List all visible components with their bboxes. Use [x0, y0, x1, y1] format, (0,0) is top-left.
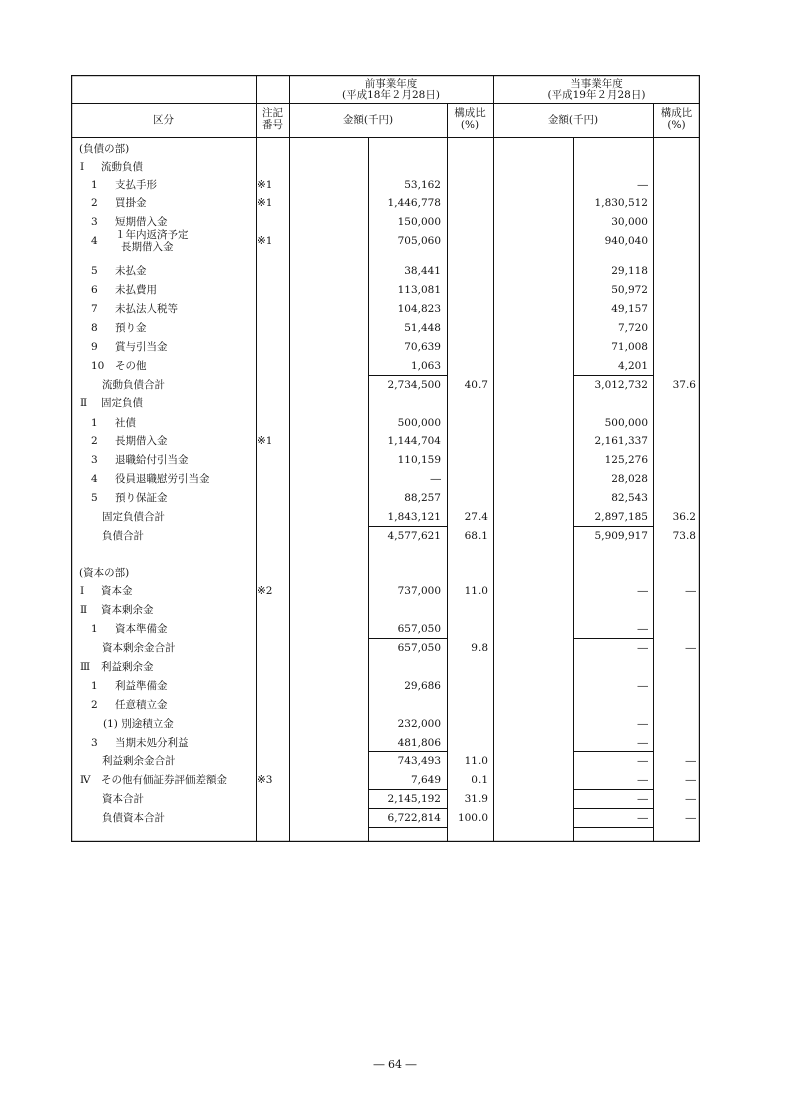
row-label: 預り保証金 — [115, 492, 168, 504]
row-number: 4 — [91, 473, 98, 485]
curr-amount: 125,276 — [604, 454, 648, 466]
curr-ratio: ― — [685, 585, 696, 597]
prev-period-date: (平成18年２月28日) — [342, 89, 440, 101]
prev-ratio: 40.7 — [464, 379, 488, 391]
prev-ratio: 27.4 — [464, 511, 488, 523]
prev-amount: 657,050 — [397, 623, 441, 635]
row-label: 短期借入金 — [115, 216, 168, 228]
curr-amount: ― — [637, 774, 648, 786]
curr-amount: 30,000 — [611, 216, 648, 228]
row-number: 1 — [91, 623, 98, 635]
row-number: Ⅳ — [80, 774, 91, 786]
row-number: 3 — [91, 454, 98, 466]
prev-amount: 104,823 — [397, 303, 441, 315]
curr-amount: 50,972 — [611, 284, 648, 296]
row-number: 2 — [91, 197, 98, 209]
curr-amount: ― — [637, 755, 648, 767]
col-note-header-1: 注記 — [262, 107, 283, 119]
prev-amount: 481,806 — [397, 737, 441, 749]
prev-amount: 51,448 — [404, 322, 441, 334]
row-label: 任意積立金 — [115, 699, 168, 711]
prev-period-title: 前事業年度 — [364, 78, 418, 90]
row-number: Ⅱ — [80, 397, 88, 409]
curr-amount: ― — [637, 585, 648, 597]
curr-amount: ― — [637, 179, 648, 191]
row-note: ※1 — [257, 435, 273, 447]
row-number: 4 — [91, 235, 98, 247]
curr-amount: 7,720 — [617, 322, 648, 334]
prev-amount: 2,734,500 — [387, 379, 441, 391]
row-note: ※2 — [257, 585, 273, 597]
row-label: 負債合計 — [102, 530, 144, 542]
row-number: Ⅰ — [80, 585, 85, 597]
row-label: 資本合計 — [102, 793, 144, 805]
row-label: 流動負債 — [101, 161, 143, 173]
prev-amount: 1,063 — [410, 360, 441, 372]
prev-amount: 113,081 — [397, 284, 441, 296]
prev-amount: 7,649 — [410, 774, 441, 786]
row-label: (資本の部) — [79, 567, 130, 579]
row-number: 6 — [91, 284, 98, 296]
prev-amount: 150,000 — [397, 216, 441, 228]
curr-amount: ― — [637, 812, 648, 824]
curr-amount: ― — [637, 718, 648, 730]
row-number: 2 — [91, 699, 98, 711]
row-label: 長期借入金 — [115, 435, 168, 447]
curr-amount: 29,118 — [611, 265, 648, 277]
row-number: 9 — [91, 341, 98, 353]
prev-ratio: 9.8 — [471, 642, 488, 654]
col-category-header: 区分 — [153, 114, 174, 126]
curr-amount: ― — [637, 623, 648, 635]
row-label: その他 — [115, 360, 147, 372]
row-number: 7 — [91, 303, 98, 315]
curr-amount: 5,909,917 — [594, 530, 648, 542]
prev-amount: 110,159 — [397, 454, 441, 466]
row-number: 5 — [91, 265, 98, 277]
prev-amount: 1,446,778 — [387, 197, 441, 209]
curr-ratio: 36.2 — [672, 511, 696, 523]
row-label: 利益準備金 — [115, 680, 168, 692]
balance-sheet-table — [71, 75, 700, 842]
row-number: 3 — [91, 216, 98, 228]
prev-amount: 38,441 — [404, 265, 441, 277]
col-ratio-curr-header-1: 構成比 — [660, 107, 693, 119]
row-label: 未払法人税等 — [115, 303, 178, 315]
row-label-line2: 長期借入金 — [121, 241, 174, 253]
col-note-header-2: 番号 — [262, 119, 283, 131]
row-label: １年内返済予定 — [115, 229, 189, 241]
row-number: 1 — [91, 417, 98, 429]
prev-ratio: 0.1 — [471, 774, 488, 786]
curr-amount: 500,000 — [604, 417, 648, 429]
col-ratio-curr-header-2: (%) — [667, 119, 686, 131]
col-ratio-prev-header-1: 構成比 — [454, 107, 486, 119]
prev-ratio: 100.0 — [457, 812, 488, 824]
prev-ratio: 31.9 — [464, 793, 488, 805]
row-label: 当期未処分利益 — [115, 737, 189, 749]
row-label: 資本剰余金合計 — [102, 642, 176, 654]
prev-amount: 705,060 — [397, 235, 441, 247]
curr-amount: 82,543 — [611, 492, 648, 504]
row-label: 固定負債 — [101, 397, 143, 409]
curr-amount: ― — [637, 793, 648, 805]
prev-ratio: 11.0 — [464, 755, 488, 767]
row-number: 8 — [91, 322, 98, 334]
prev-amount: 737,000 — [397, 585, 441, 597]
row-label: (負債の部) — [79, 143, 130, 155]
row-label: 資本剰余金 — [101, 604, 154, 616]
curr-amount: 4,201 — [617, 360, 648, 372]
row-number: 2 — [91, 435, 98, 447]
curr-amount: ― — [637, 642, 648, 654]
curr-amount: 3,012,732 — [594, 379, 648, 391]
row-number: Ⅲ — [80, 661, 91, 673]
prev-amount: 29,686 — [404, 680, 441, 692]
row-label: その他有価証券評価差額金 — [101, 774, 227, 786]
col-amount-curr-header: 金額(千円) — [547, 114, 599, 126]
curr-amount: 2,897,185 — [594, 511, 648, 523]
prev-ratio: 68.1 — [464, 530, 488, 542]
row-label: 資本準備金 — [115, 623, 168, 635]
row-label: 流動負債合計 — [102, 379, 165, 391]
curr-ratio: 73.8 — [672, 530, 696, 542]
row-number: 5 — [91, 492, 98, 504]
row-label: 負債資本合計 — [102, 812, 165, 824]
row-label: 預り金 — [115, 322, 147, 334]
curr-amount: 71,008 — [611, 341, 648, 353]
prev-amount: 500,000 — [397, 417, 441, 429]
prev-amount: ― — [430, 473, 441, 485]
prev-amount: 743,493 — [397, 755, 441, 767]
row-note: ※1 — [257, 235, 273, 247]
row-label: 役員退職慰労引当金 — [115, 473, 210, 485]
curr-amount: 940,040 — [604, 235, 648, 247]
prev-amount: 1,144,704 — [387, 435, 441, 447]
row-label: 未払金 — [115, 265, 147, 277]
row-label: (1) 別途積立金 — [103, 718, 174, 730]
row-number: 1 — [91, 680, 98, 692]
curr-amount: 2,161,337 — [594, 435, 648, 447]
row-label: 固定負債合計 — [102, 511, 165, 523]
prev-amount: 6,722,814 — [387, 812, 441, 824]
curr-ratio: ― — [685, 755, 696, 767]
curr-ratio: 37.6 — [672, 379, 696, 391]
prev-amount: 70,639 — [404, 341, 441, 353]
curr-amount: 1,830,512 — [594, 197, 648, 209]
row-note: ※3 — [257, 774, 273, 786]
row-label: 賞与引当金 — [115, 341, 168, 353]
row-number: 1 — [91, 179, 98, 191]
curr-ratio: ― — [685, 812, 696, 824]
curr-period-title: 当事業年度 — [570, 78, 623, 90]
row-note: ※1 — [257, 197, 273, 209]
prev-amount: 2,145,192 — [387, 793, 441, 805]
row-number: Ⅱ — [80, 604, 88, 616]
curr-amount: 49,157 — [611, 303, 648, 315]
curr-ratio: ― — [685, 793, 696, 805]
col-ratio-prev-header-2: (%) — [460, 119, 480, 131]
prev-amount: 657,050 — [397, 642, 441, 654]
prev-amount: 88,257 — [404, 492, 441, 504]
row-label: 買掛金 — [115, 197, 147, 209]
curr-amount: ― — [637, 737, 648, 749]
row-note: ※1 — [257, 179, 273, 191]
row-label: 社債 — [115, 417, 136, 429]
curr-ratio: ― — [685, 642, 696, 654]
curr-amount: ― — [637, 680, 648, 692]
row-label: 退職給付引当金 — [115, 454, 189, 466]
curr-amount: 28,028 — [611, 473, 648, 485]
row-number: Ⅰ — [80, 161, 85, 173]
row-label: 利益剰余金合計 — [102, 755, 176, 767]
prev-amount: 1,843,121 — [387, 511, 441, 523]
curr-ratio: ― — [685, 774, 696, 786]
col-amount-prev-header: 金額(千円) — [342, 114, 394, 126]
row-number: 10 — [91, 360, 105, 372]
row-label: 支払手形 — [115, 179, 157, 191]
page-number: ― 64 ― — [373, 1058, 417, 1071]
curr-period-date: (平成19年２月28日) — [547, 89, 646, 101]
prev-amount: 232,000 — [397, 718, 441, 730]
prev-amount: 53,162 — [404, 179, 441, 191]
row-label: 資本金 — [101, 585, 133, 597]
prev-amount: 4,577,621 — [387, 530, 441, 542]
row-number: 3 — [91, 737, 98, 749]
row-label: 利益剰余金 — [101, 661, 154, 673]
row-label: 未払費用 — [115, 284, 157, 296]
prev-ratio: 11.0 — [464, 585, 488, 597]
